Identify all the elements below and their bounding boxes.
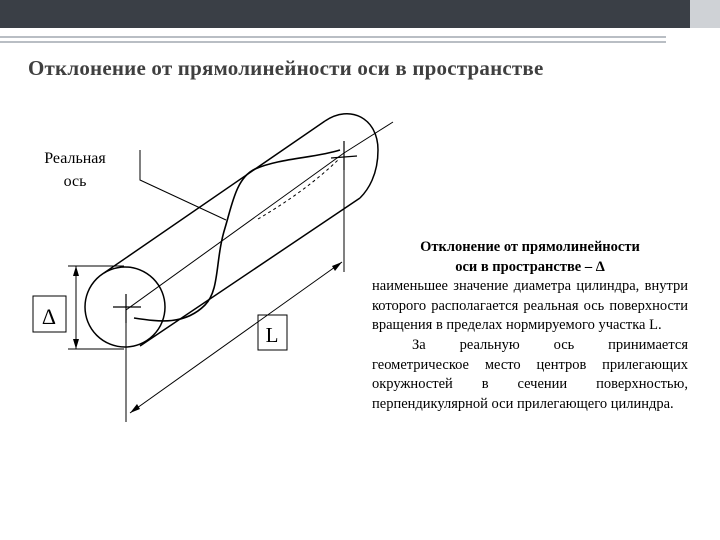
real-axis-label — [30, 147, 120, 193]
definition-heading-line2: оси в пространстве – Δ — [455, 258, 605, 275]
length-symbol: L — [265, 323, 279, 347]
real-axis-label-line1: Реальная — [44, 150, 106, 167]
length-arrow-left — [130, 404, 140, 413]
length-arrow-right — [332, 262, 342, 271]
real-axis-label-line2: ось — [63, 173, 87, 190]
delta-symbol: Δ — [41, 304, 57, 329]
delta-arrow-top — [73, 266, 79, 276]
cylinder-top-edge — [104, 121, 325, 273]
definition-text — [372, 238, 688, 414]
axis-extension — [344, 122, 393, 153]
real-axis-leader — [140, 150, 226, 220]
definition-paragraph-2: За реальную ось принимается геометрическое место центров прилегающих окружностей в сечении поверхностью, перпендикулярной оси прилегающего цилиндра. — [372, 336, 688, 412]
slide-title: Отклонение от прямолинейности оси в пространстве — [28, 56, 544, 80]
definition-paragraph-1: наименьшее значение диаметра цилиндра, внутри которого располагается реальная ось поверхности вращения в пределах нормируемого участка L. — [372, 278, 688, 334]
real-axis-curve — [134, 150, 340, 321]
real-axis-hidden — [258, 160, 338, 219]
delta-arrow-bottom — [73, 339, 79, 349]
definition-heading-line1: Отклонение от прямолинейности — [420, 239, 640, 255]
